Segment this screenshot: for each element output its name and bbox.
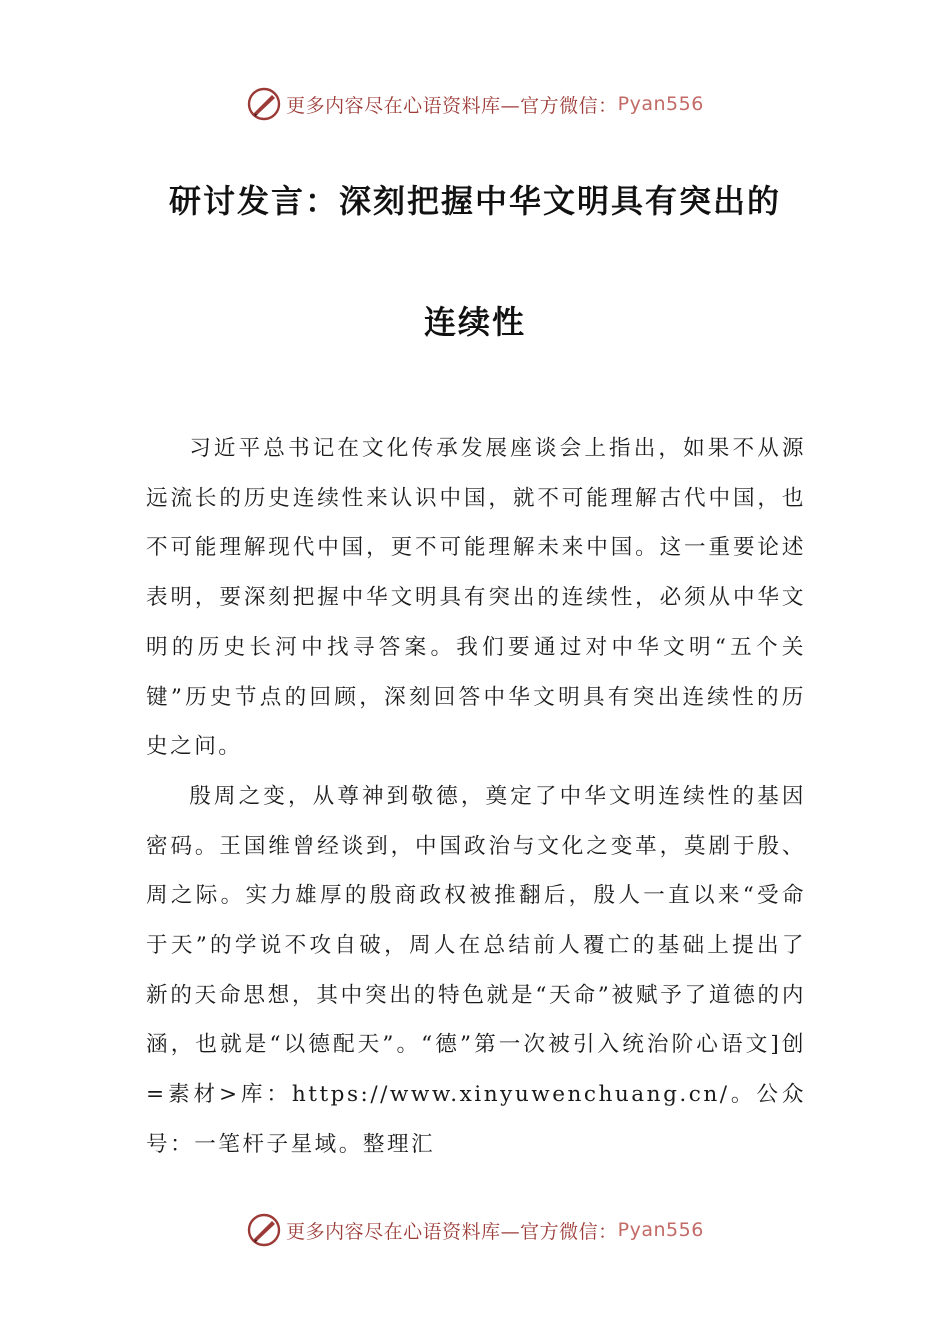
- footer-watermark-banner: [0, 1208, 950, 1252]
- banner-wechat-id: Pyan556: [617, 1219, 704, 1241]
- paragraph-2: 殷周之变，从尊神到敬德，奠定了中华文明连续性的基因密码。王国维曾经谈到，中国政治与文化之变革，莫剧于殷、周之际。实力雄厚的殷商政权被推翻后，殷人一直以来“受命于天”的学说不攻自破，周人在总结前人覆亡的基础上提出了新的天命思想，其中突出的特色就是“天命”被赋予了道德的内涵，也就是“以德配天”。“德”第一次被引入统治阶心语文]创=素材>库：https://www.xinyuwenchuang.cn/。公众号：一笔杆子星域。整理汇: [146, 783, 806, 1157]
- quill-logo-icon: [246, 86, 282, 122]
- document-title-line-1: 研讨发言：深刻把握中华文明具有突出的: [168, 182, 781, 220]
- quill-logo-icon: [246, 1212, 282, 1248]
- header-watermark-banner: [0, 82, 950, 126]
- banner-wechat-id: Pyan556: [617, 93, 704, 115]
- banner-text: 更多内容尽在心语资料库—官方微信：: [286, 1220, 618, 1243]
- document-title-line-2: 连续性: [423, 303, 526, 341]
- document-body: [146, 424, 806, 1170]
- banner-text: 更多内容尽在心语资料库—官方微信：: [286, 94, 618, 117]
- paragraph-1: 习近平总书记在文化传承发展座谈会上指出，如果不从源远流长的历史连续性来认识中国，就不可能理解古代中国，也不可能理解现代中国，更不可能理解未来中国。这一重要论述表明，要深刻把握中华文明具有突出的连续性，必须从中华文明的历史长河中找寻答案。我们要通过对中华文明“五个关键”历史节点的回顾，深刻回答中华文明具有突出连续性的历史之问。: [146, 436, 806, 760]
